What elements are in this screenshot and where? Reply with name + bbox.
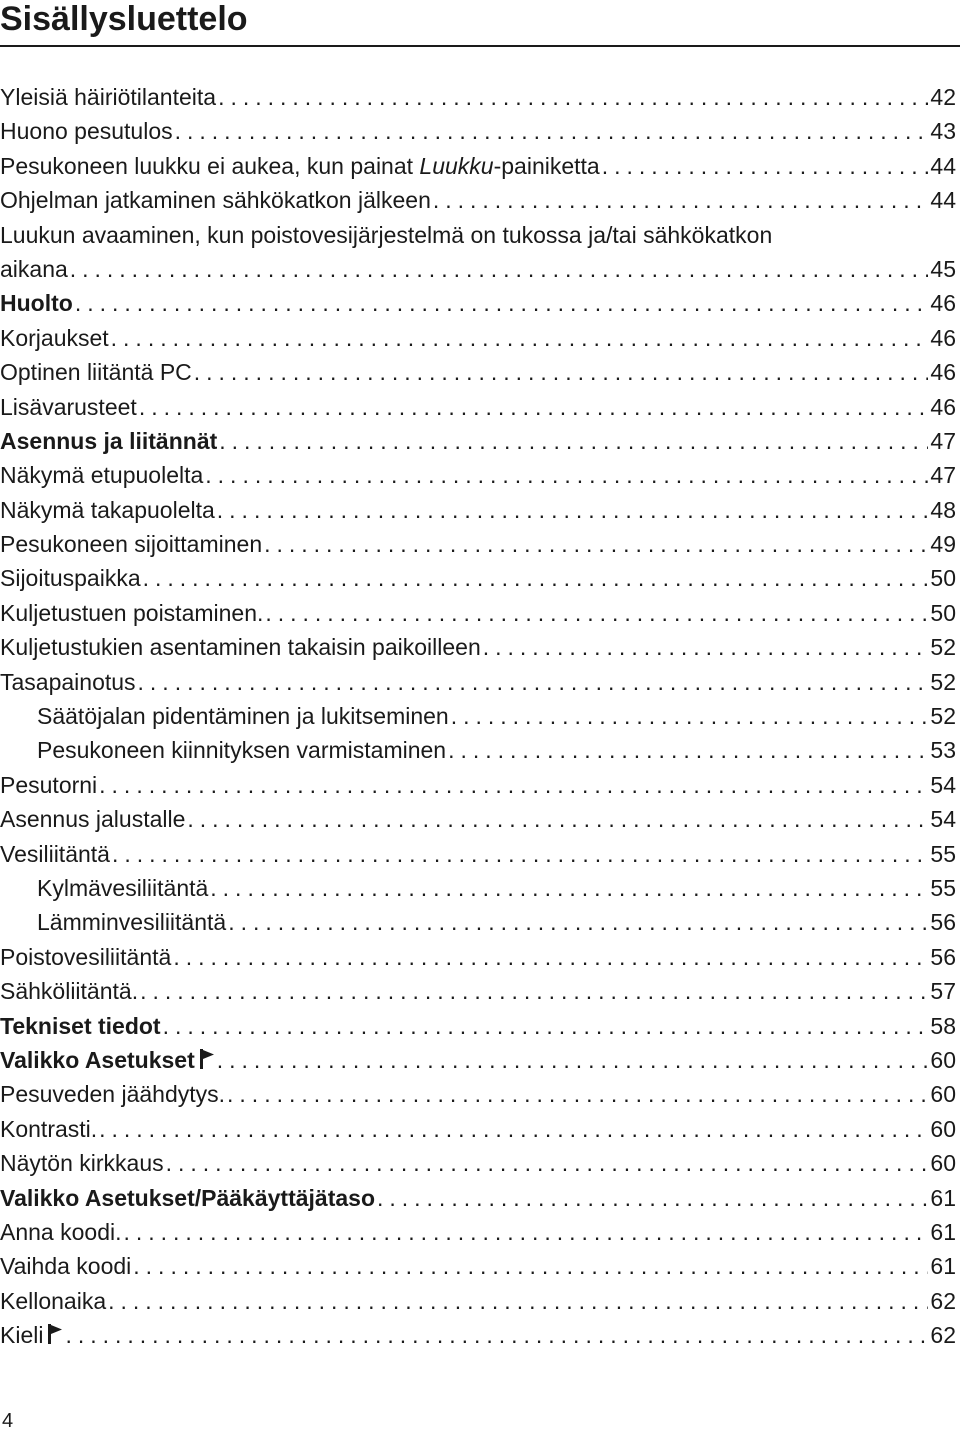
title-divider <box>0 45 960 47</box>
toc-entry-label: Kylmävesiliitäntä <box>37 874 209 901</box>
toc-entry-label: Ohjelman jatkaminen sähkökatkon jälkeen <box>0 187 431 214</box>
label-text: -painiketta <box>493 152 600 179</box>
toc-entry-label: Vaihda koodi <box>0 1253 132 1280</box>
toc-entry-vesiliitanta[interactable] <box>0 837 956 871</box>
toc-entry-lamminvesiliitanta[interactable] <box>0 905 956 939</box>
toc-entry-page: 43 <box>930 118 956 145</box>
toc-entry-label: Huolto <box>0 290 73 317</box>
toc-entry-page: 44 <box>930 152 956 179</box>
dot-leader <box>227 1077 928 1111</box>
toc-entry-page: 44 <box>930 187 956 214</box>
toc-entry-label: Näkymä takapuolelta <box>0 496 215 523</box>
toc-entry-page: 53 <box>930 737 956 764</box>
toc-entry-lisavarusteet[interactable] <box>0 390 956 424</box>
toc-entry-page: 61 <box>930 1184 956 1211</box>
toc-entry-asennus-ja-liitannat[interactable] <box>0 424 956 458</box>
toc-entry-label: Yleisiä häiriötilanteita <box>0 84 217 110</box>
toc-entry-saatojalan-pidentaminen[interactable] <box>0 699 956 733</box>
toc-entry-nakyma-takapuolelta[interactable] <box>0 493 956 527</box>
toc-entry-page: 55 <box>930 874 956 901</box>
toc-entry-page: 46 <box>930 359 956 386</box>
dot-leader <box>205 458 928 492</box>
label-text: Valikko Asetukset <box>0 1046 195 1073</box>
toc-entry-label: Säätöjalan pidentäminen ja lukitseminen <box>37 703 449 730</box>
dot-leader <box>99 768 928 802</box>
toc-entry-kellonaika[interactable] <box>0 1284 956 1318</box>
dot-leader <box>166 1146 929 1180</box>
toc-entry-label: Pesukoneen sijoittaminen <box>0 531 263 558</box>
toc-entry-label: Anna koodi. <box>0 1218 122 1245</box>
dot-leader <box>65 1318 928 1352</box>
toc-entry-label: Valikko Asetukset/Pääkäyttäjätaso <box>0 1184 376 1211</box>
dot-leader <box>451 699 929 733</box>
flag-icon <box>199 1048 215 1070</box>
dot-leader <box>265 596 928 630</box>
toc-entry-page: 62 <box>930 1287 956 1314</box>
label-text: Pesukoneen luukku ei aukea, kun painat <box>0 152 420 179</box>
toc-entry-label: Lisävarusteet <box>0 393 137 420</box>
toc-entry-label: Korjaukset <box>0 324 109 351</box>
dot-leader <box>602 149 929 183</box>
toc-entry-korjaukset[interactable] <box>0 321 956 355</box>
toc-entry-page: 61 <box>930 1218 956 1245</box>
toc-entry-page: 49 <box>930 531 956 558</box>
toc-entry-label: Sijoituspaikka <box>0 565 141 592</box>
toc-entry-label: Asennus ja liitännät <box>0 427 218 454</box>
toc-entry-label: Luukun avaaminen, kun poistovesijärjestelmä on tukossa ja/tai sähkökatkon <box>0 221 773 248</box>
toc-entry-page: 60 <box>930 1115 956 1142</box>
dot-leader <box>143 561 929 595</box>
toc-entry-pesutorni[interactable] <box>0 768 956 802</box>
toc-entry-label: aikana <box>0 255 68 282</box>
toc-entry-label <box>0 1043 215 1077</box>
dot-leader <box>173 940 928 974</box>
toc-entry-label: Tasapainotus <box>0 668 136 695</box>
toc-entry-optinen-liitanta[interactable] <box>0 355 956 389</box>
dot-leader <box>218 80 928 114</box>
dot-leader <box>194 355 929 389</box>
toc-entry-page: 47 <box>930 462 956 489</box>
toc-entry-page: 50 <box>930 599 956 626</box>
toc-entry-asennus-jalustalle[interactable] <box>0 802 956 836</box>
toc-entry-page: 52 <box>930 634 956 661</box>
toc-entry-nayton-kirkkaus[interactable] <box>0 1146 956 1180</box>
toc-entry-anna-koodi[interactable] <box>0 1215 956 1249</box>
toc-entry-page: 48 <box>930 496 956 523</box>
toc-entry-pesuveden-jaahdytys[interactable] <box>0 1077 956 1111</box>
dot-leader <box>139 390 929 424</box>
toc-entry-page: 54 <box>930 771 956 798</box>
dot-leader <box>217 1043 929 1077</box>
toc-entry-page: 46 <box>930 290 956 317</box>
toc-entry-label: Asennus jalustalle <box>0 806 186 833</box>
toc-entry-label <box>0 149 600 183</box>
toc-entry-page: 57 <box>930 978 956 1005</box>
dot-leader <box>133 1249 928 1283</box>
toc-entry-label: Poistovesiliitäntä <box>0 943 172 970</box>
toc-entry-luukun-avaaminen[interactable] <box>0 218 956 252</box>
toc-entry-sijoituspaikka[interactable] <box>0 561 956 595</box>
dot-leader <box>140 974 928 1008</box>
toc-entry-label: Kuljetustuen poistaminen. <box>0 599 264 626</box>
toc-entry-sahkoliitanta[interactable] <box>0 974 956 1008</box>
page-title: Sisällysluettelo <box>0 0 248 38</box>
toc-entry-page: 60 <box>930 1150 956 1177</box>
toc-entry-label: Pesukoneen kiinnityksen varmistaminen <box>37 737 447 764</box>
toc-entry-label: Lämminvesiliitäntä <box>37 909 227 936</box>
toc-entry-page: 47 <box>930 427 956 454</box>
toc-entry-page: 62 <box>930 1322 956 1349</box>
toc-entry-label: Pesutorni <box>0 771 98 798</box>
toc-entry-kylmavesiliitanta[interactable] <box>0 871 956 905</box>
dot-leader <box>99 1112 928 1146</box>
dot-leader <box>112 837 928 871</box>
toc-entry-label: Tekniset tiedot <box>0 1012 161 1039</box>
toc-entry-page: 52 <box>930 668 956 695</box>
toc-entry-poistovesiliitanta[interactable] <box>0 940 956 974</box>
dot-leader <box>219 424 928 458</box>
toc-entry-label: Sähköliitäntä. <box>0 978 139 1005</box>
toc-entry-nakyma-etupuolelta[interactable] <box>0 458 956 492</box>
toc-entry-kiinnityksen-varmistaminen[interactable] <box>0 733 956 767</box>
table-of-contents <box>0 80 956 1352</box>
toc-entry-page: 56 <box>930 909 956 936</box>
dot-leader <box>264 527 928 561</box>
dot-leader <box>163 1009 929 1043</box>
label-text: Kieli <box>0 1322 44 1349</box>
toc-entry-kuljetustuen-poistaminen[interactable] <box>0 596 956 630</box>
toc-entry-paakayttajataso[interactable] <box>0 1181 956 1215</box>
toc-entry-label <box>0 1318 63 1352</box>
toc-entry-page: 42 <box>930 84 956 110</box>
toc-entry-valikko-asetukset[interactable] <box>0 1043 956 1077</box>
toc-entry-page: 52 <box>930 703 956 730</box>
toc-entry-page: 50 <box>930 565 956 592</box>
dot-leader <box>187 802 928 836</box>
toc-entry-label: Huono pesutulos <box>0 118 173 145</box>
toc-entry-kuljetustukien-asentaminen[interactable] <box>0 630 956 664</box>
toc-entry-label: Kuljetustukien asentaminen takaisin paikoilleen <box>0 634 481 661</box>
dot-leader <box>210 871 928 905</box>
flag-icon <box>47 1323 63 1345</box>
dot-leader <box>175 114 929 148</box>
dot-leader <box>108 1284 928 1318</box>
toc-entry-pesukoneen-sijoittaminen[interactable] <box>0 527 956 561</box>
toc-entry-page: 46 <box>930 393 956 420</box>
toc-entry-page: 60 <box>930 1081 956 1108</box>
toc-entry-kieli[interactable] <box>0 1318 956 1352</box>
toc-entry-label: Näkymä etupuolelta <box>0 462 204 489</box>
toc-entry-page: 46 <box>930 324 956 351</box>
dot-leader <box>483 630 929 664</box>
toc-entry-tasapainotus[interactable] <box>0 665 956 699</box>
dot-leader <box>448 733 928 767</box>
toc-entry-huolto[interactable] <box>0 286 956 320</box>
toc-entry-huono-pesutulos[interactable] <box>0 114 956 148</box>
toc-entry-label: Optinen liitäntä PC <box>0 359 192 386</box>
dot-leader <box>377 1181 928 1215</box>
toc-entry-yleisia-hairiotilanteita[interactable] <box>0 80 956 114</box>
toc-entry-luukku-ei-aukea[interactable] <box>0 149 956 183</box>
toc-entry-page: 45 <box>930 255 956 282</box>
toc-entry-page: 60 <box>930 1046 956 1073</box>
page-number: 4 <box>2 1410 14 1432</box>
toc-entry-page: 58 <box>930 1012 956 1039</box>
dot-leader <box>111 321 929 355</box>
toc-entry-page: 55 <box>930 840 956 867</box>
toc-entry-page: 61 <box>930 1253 956 1280</box>
toc-entry-label: Kontrasti. <box>0 1115 98 1142</box>
dot-leader <box>70 252 929 286</box>
dot-leader <box>433 183 929 217</box>
toc-entry-label: Kellonaika <box>0 1287 107 1314</box>
toc-entry-tekniset-tiedot[interactable] <box>0 1009 956 1043</box>
dot-leader <box>75 286 929 320</box>
toc-entry-luukun-avaaminen-cont[interactable] <box>0 252 956 286</box>
toc-entry-label: Pesuveden jäähdytys. <box>0 1081 226 1108</box>
dot-leader <box>228 905 928 939</box>
toc-entry-label: Näytön kirkkaus <box>0 1150 164 1177</box>
dot-leader <box>217 493 929 527</box>
toc-entry-vaihda-koodi[interactable] <box>0 1249 956 1283</box>
label-emphasis: Luukku <box>419 152 494 179</box>
toc-entry-ohjelman-jatkaminen[interactable] <box>0 183 956 217</box>
dot-leader <box>138 665 929 699</box>
toc-entry-page: 56 <box>930 943 956 970</box>
toc-entry-kontrasti[interactable] <box>0 1112 956 1146</box>
toc-entry-page: 54 <box>930 806 956 833</box>
toc-entry-label: Vesiliitäntä <box>0 840 110 867</box>
dot-leader <box>123 1215 928 1249</box>
